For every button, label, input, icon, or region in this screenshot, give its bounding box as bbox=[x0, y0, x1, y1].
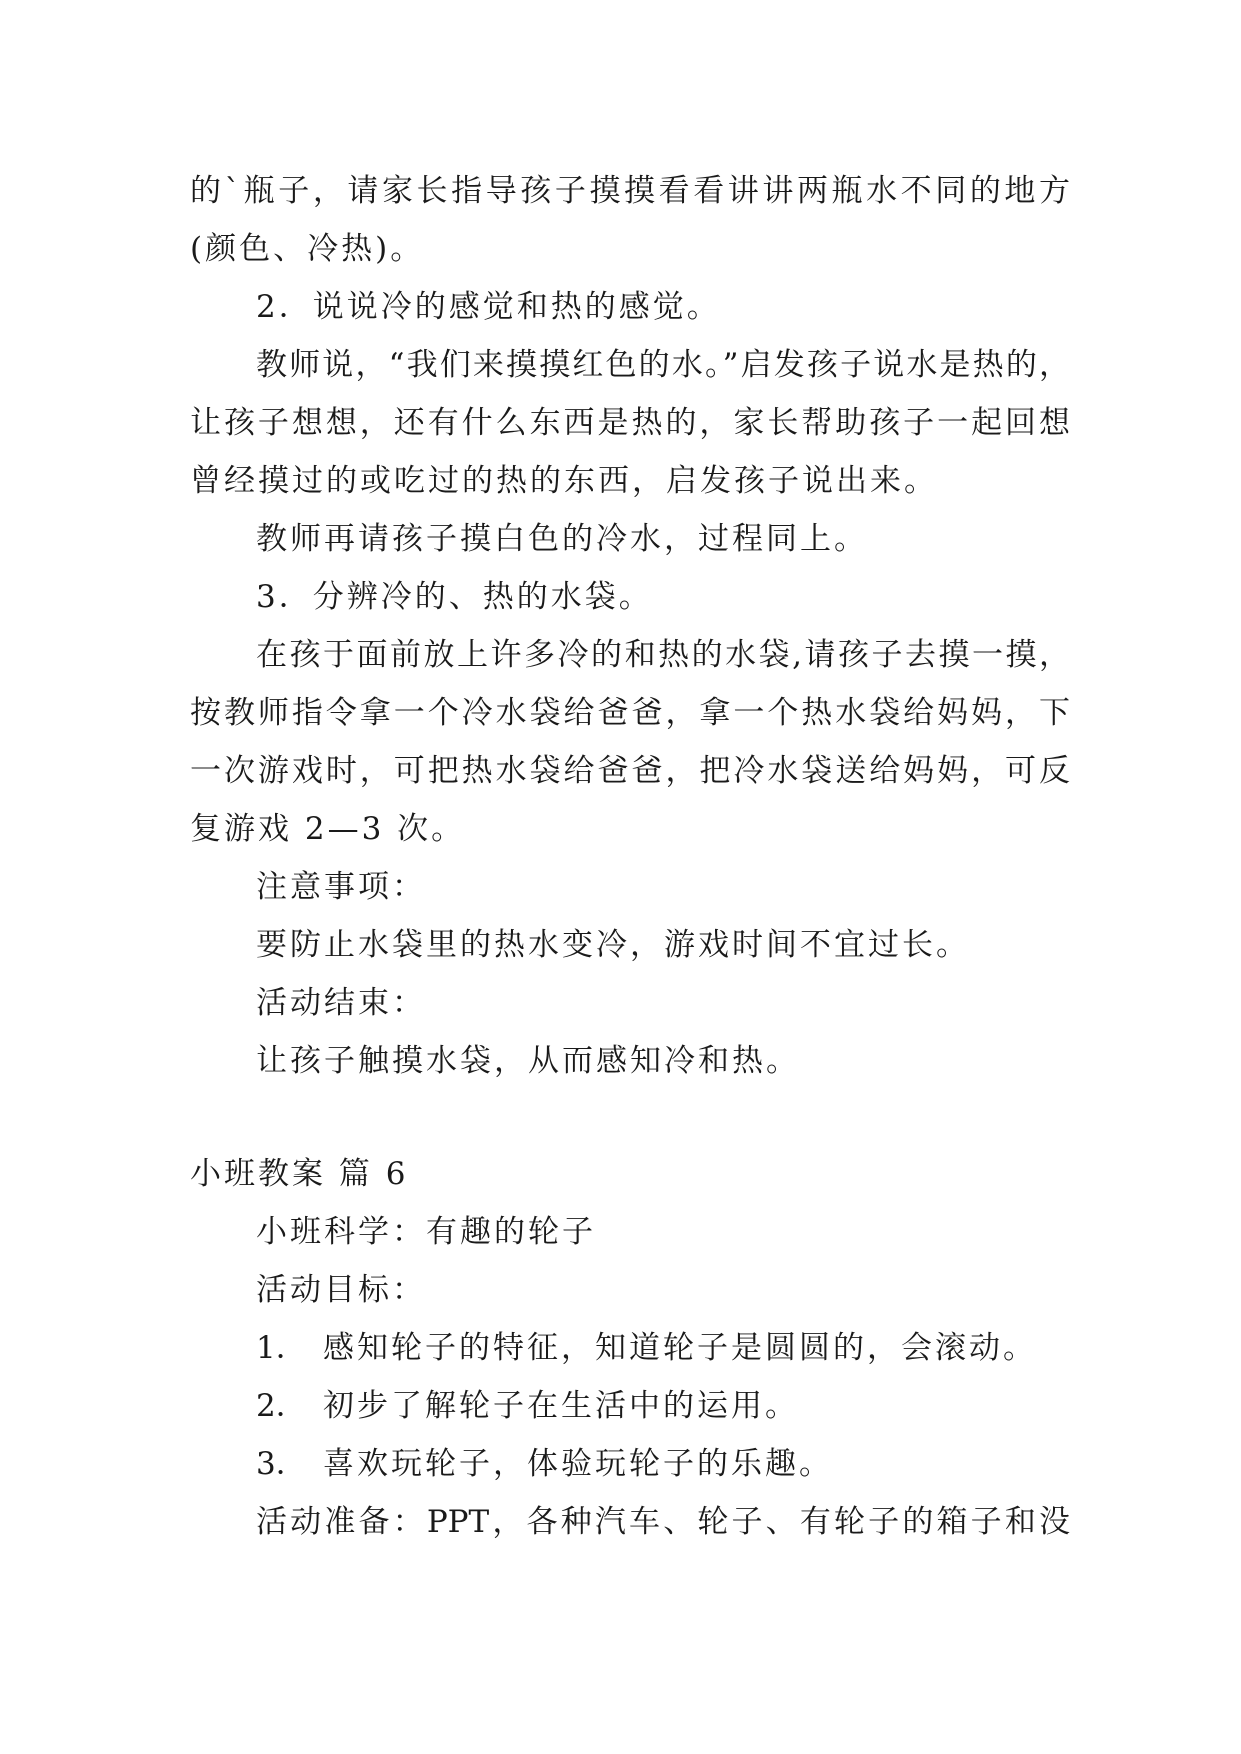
paragraph-line: 活动准备：PPT，各种汽车、轮子、有轮子的箱子和没 bbox=[256, 1504, 1070, 1540]
paragraph-line: 的`瓶子，请家长指导孩子摸摸看看讲讲两瓶水不同的地方 bbox=[190, 173, 1070, 209]
section-title: 小班教案 篇 6 bbox=[190, 1156, 409, 1192]
paragraph-line: 让孩子触摸水袋，从而感知冷和热。 bbox=[256, 1043, 800, 1079]
goal-number: 1． bbox=[256, 1330, 307, 1366]
subheading: 活动目标： bbox=[256, 1272, 426, 1308]
paragraph-line: 教师说，“我们来摸摸红色的水。”启发孩子说水是热的， bbox=[256, 347, 1070, 383]
goal-text: 感知轮子的特征，知道轮子是圆圆的，会滚动。 bbox=[323, 1330, 1037, 1366]
document-body bbox=[190, 162, 1070, 1551]
step-heading: 3．分辨冷的、热的水袋。 bbox=[256, 579, 653, 615]
lesson-title: 小班科学：有趣的轮子 bbox=[256, 1214, 596, 1250]
paragraph-line: 复游戏 2—3 次。 bbox=[190, 811, 466, 847]
paragraph-line: 在孩于面前放上许多冷的和热的水袋,请孩子去摸一摸， bbox=[256, 637, 1070, 673]
paragraph-line: 一次游戏时，可把热水袋给爸爸，把冷水袋送给妈妈，可反 bbox=[190, 753, 1070, 789]
paragraph-line: 教师再请孩子摸白色的冷水，过程同上。 bbox=[256, 521, 868, 557]
paragraph-line: 曾经摸过的或吃过的热的东西，启发孩子说出来。 bbox=[190, 463, 938, 499]
goal-text: 喜欢玩轮子，体验玩轮子的乐趣。 bbox=[323, 1446, 833, 1482]
goal-number: 2． bbox=[256, 1388, 307, 1424]
goal-text: 初步了解轮子在生活中的运用。 bbox=[323, 1388, 799, 1424]
goal-number: 3． bbox=[256, 1446, 307, 1482]
goal-item bbox=[190, 1377, 1070, 1435]
subheading: 活动结束： bbox=[256, 985, 426, 1021]
paragraph-line: 要防止水袋里的热水变冷，游戏时间不宜过长。 bbox=[256, 927, 970, 963]
paragraph-line: (颜色、冷热)。 bbox=[190, 231, 425, 267]
paragraph-line: 按教师指令拿一个冷水袋给爸爸，拿一个热水袋给妈妈，下 bbox=[190, 695, 1070, 731]
goal-item bbox=[190, 1319, 1070, 1377]
paragraph-line: 让孩子想想，还有什么东西是热的，家长帮助孩子一起回想 bbox=[190, 405, 1070, 441]
subheading: 注意事项： bbox=[256, 869, 426, 905]
step-heading: 2．说说冷的感觉和热的感觉。 bbox=[256, 289, 721, 325]
section-gap bbox=[190, 1090, 1070, 1145]
goal-item bbox=[190, 1435, 1070, 1493]
